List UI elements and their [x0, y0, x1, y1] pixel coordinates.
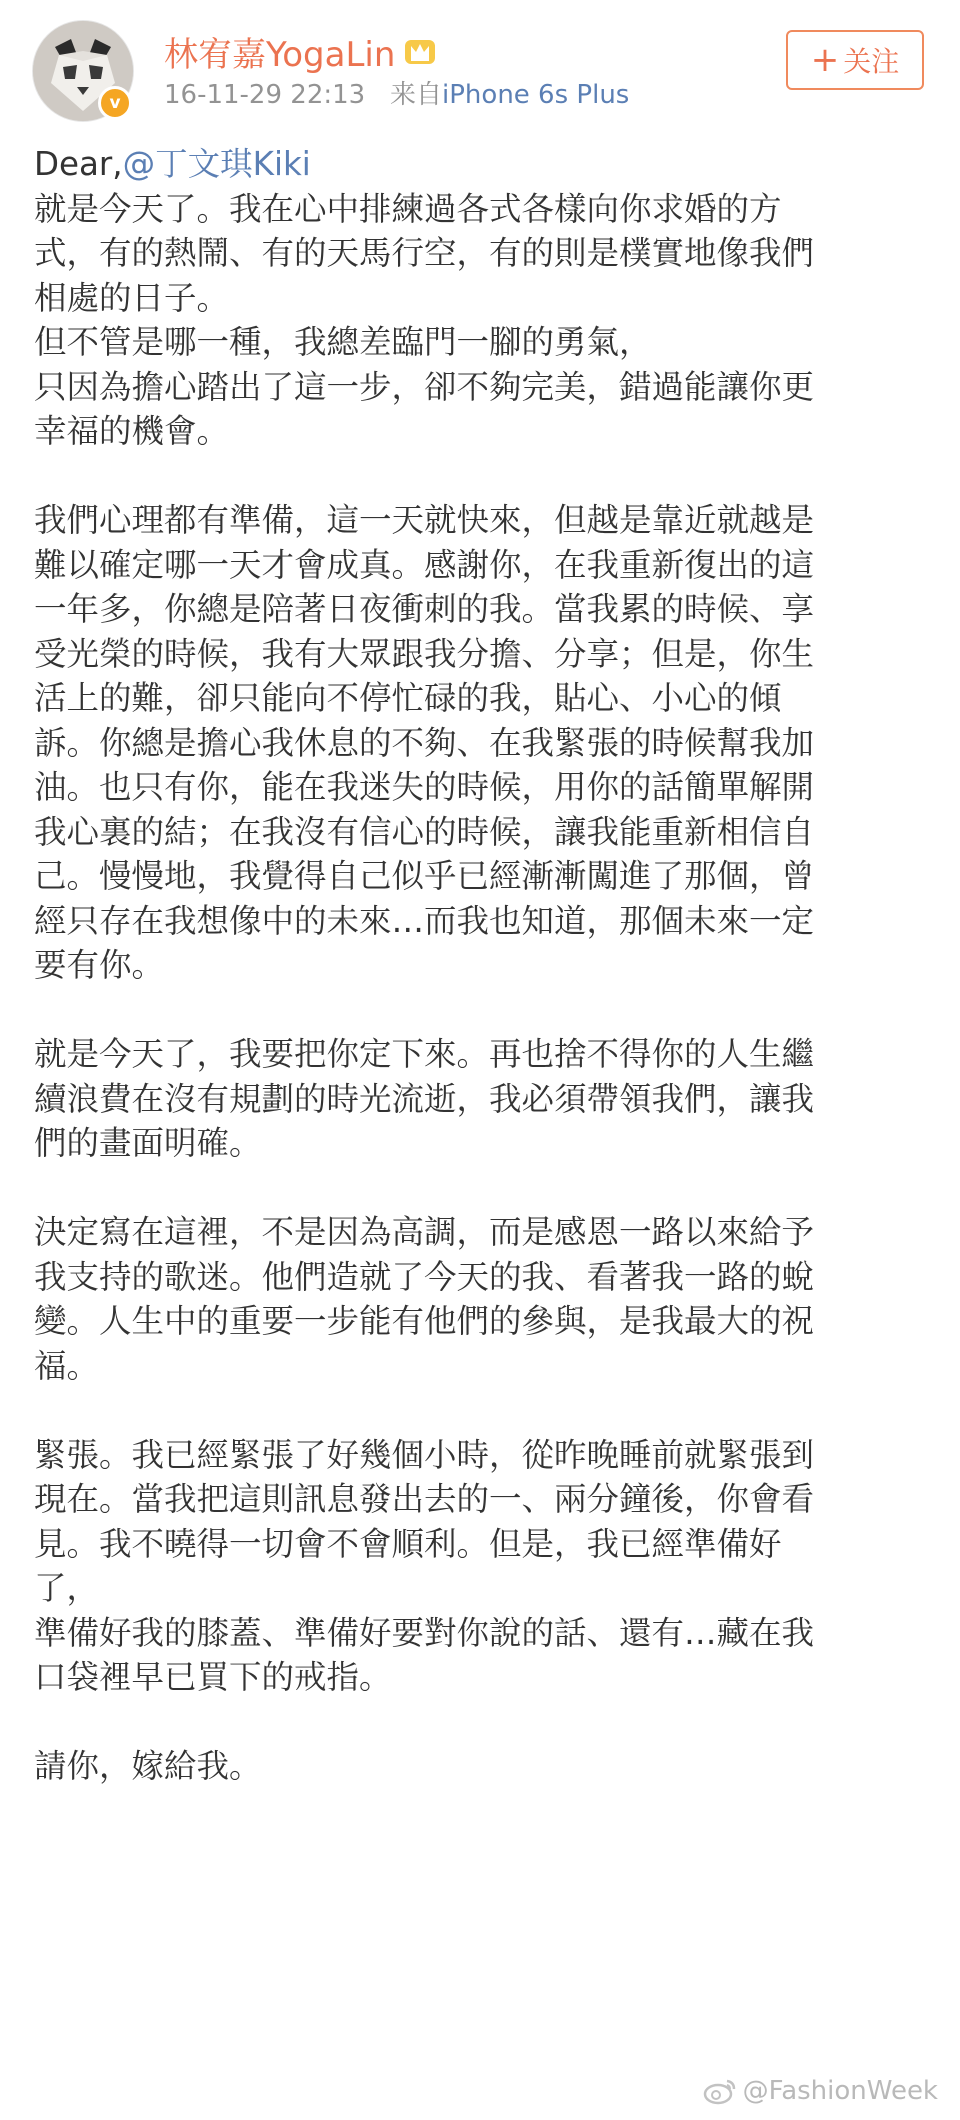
- paragraph-line: 決定寫在這裡，不是因為高調，而是感恩一路以來給予: [34, 1213, 815, 1251]
- paragraph-line: 經只存在我想像中的未來…而我也知道，那個未來一定: [34, 901, 815, 940]
- watermark: [703, 2076, 938, 2106]
- paragraph-line: 變。人生中的重要一步能有他們的參與，是我最大的祝: [34, 1302, 815, 1340]
- weibo-logo-icon: [703, 2077, 737, 2105]
- watermark-text: @FashionWeek: [742, 2076, 938, 2106]
- paragraph-line: 只因為擔心踏出了這一步，卻不夠完美，錯過能讓你更: [34, 367, 815, 406]
- verified-badge-icon: v: [98, 86, 132, 120]
- paragraph-line: 我支持的歌迷。他們造就了今天的我、看著我一路的蛻: [34, 1257, 815, 1296]
- paragraph-line: 受光榮的時候，我有大眾跟我分擔、分享；但是，你生: [34, 634, 815, 673]
- paragraph-line: 難以確定哪一天才會成真。感謝你，在我重新復出的這: [34, 545, 815, 584]
- paragraph-line: 了，: [34, 1569, 100, 1607]
- paragraph-line: 我們心理都有準備，這一天就快來，但越是靠近就越是: [34, 501, 815, 539]
- post-source[interactable]: iPhone 6s Plus: [442, 80, 630, 110]
- paragraph-line: 活上的難，卻只能向不停忙碌的我，貼心、小心的傾: [34, 679, 782, 717]
- mention-link[interactable]: @丁文琪Kiki: [122, 145, 311, 183]
- paragraph-line: 就是今天了。我在心中排練過各式各樣向你求婚的方: [34, 189, 782, 228]
- paragraph-line: 一年多，你總是陪著日夜衝刺的我。當我累的時候、享: [34, 590, 815, 628]
- paragraph-line: 幸福的機會。: [34, 412, 230, 450]
- paragraph-line: 口袋裡早已買下的戒指。: [34, 1658, 392, 1696]
- paragraph-line: 我心裏的結；在我沒有信心的時候，讓我能重新相信自: [34, 812, 815, 851]
- paragraph-line: 但不管是哪一種，我總差臨門一腳的勇氣，: [34, 323, 652, 361]
- plus-icon: +: [810, 40, 840, 80]
- paragraph-line: 式，有的熱鬧、有的天馬行空，有的則是樸實地像我們: [34, 234, 815, 272]
- paragraph-line: 相處的日子。: [34, 278, 230, 317]
- paragraph-gap: [34, 1166, 934, 1211]
- source-prefix: 来自: [390, 80, 443, 110]
- paragraph-line: 現在。當我把這則訊息發出去的一、兩分鐘後，你會看: [34, 1480, 815, 1518]
- follow-button[interactable]: [786, 30, 924, 90]
- greeting-line: [34, 142, 934, 187]
- paragraph-line: 緊張。我已經緊張了好幾個小時，從昨晚睡前就緊張到: [34, 1435, 815, 1474]
- post-body: [34, 142, 934, 1789]
- paragraph-line: 們的畫面明確。: [34, 1124, 262, 1162]
- author-name[interactable]: 林宥嘉YogaLin: [164, 34, 396, 75]
- paragraph-line: 請你，嫁給我。: [34, 1747, 262, 1785]
- crown-icon: [403, 36, 437, 66]
- paragraph-line: 見。我不曉得一切會不會順利。但是，我已經準備好: [34, 1524, 782, 1563]
- post-timestamp: 16-11-29 22:13: [164, 80, 366, 110]
- author-row: [164, 26, 437, 76]
- paragraph-line: 訴。你總是擔心我休息的不夠、在我緊張的時候幫我加: [34, 723, 815, 762]
- paragraph-gap: [34, 1700, 934, 1745]
- paragraph-line: 福。: [34, 1346, 100, 1385]
- follow-button-label: 关注: [843, 45, 900, 78]
- post-header: [0, 0, 960, 140]
- greeting: Dear,: [34, 145, 123, 183]
- paragraph-line: 要有你。: [34, 946, 165, 984]
- paragraph-gap: [34, 988, 934, 1033]
- post-meta: [164, 74, 629, 111]
- paragraph-line: 續浪費在沒有規劃的時光流逝，我必須帶領我們，讓我: [34, 1079, 815, 1118]
- paragraph-gap: [34, 1388, 934, 1433]
- paragraph-line: 準備好我的膝蓋、準備好要對你說的話、還有…藏在我: [34, 1613, 815, 1652]
- paragraph-line: 就是今天了，我要把你定下來。再也捨不得你的人生繼: [34, 1035, 815, 1073]
- paragraph-line: 己。慢慢地，我覺得自己似乎已經漸漸闖進了那個，曾: [34, 857, 815, 895]
- paragraph-gap: [34, 454, 934, 499]
- paragraph-line: 油。也只有你，能在我迷失的時候，用你的話簡單解開: [34, 768, 815, 806]
